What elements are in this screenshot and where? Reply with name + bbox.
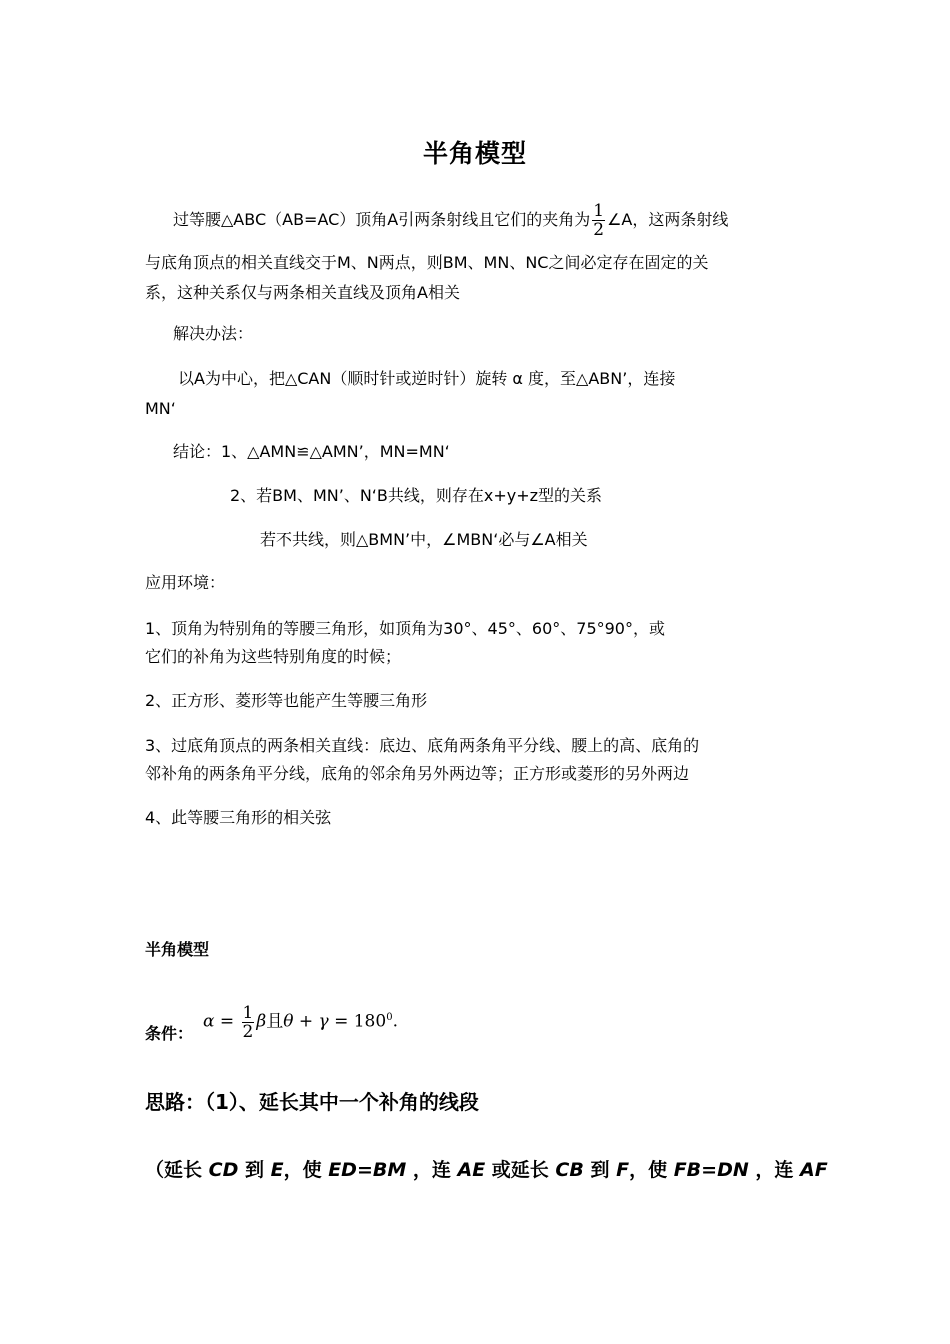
application-item-3b: 邻补角的两条角平分线，底角的邻余角另外两边等；正方形或菱形的另外两边 <box>145 764 690 783</box>
application-item-1a: 1、顶角为特别角的等腰三角形，如顶角为30°、45°、60°、75°90°，或 <box>145 619 665 638</box>
section-heading: 半角模型 <box>145 940 210 959</box>
conclusion-2: 2、若BM、MN’、N‘B共线，则存在x+y+z型的关系 <box>230 486 603 505</box>
conclusion-1: 结论：1、△AMN≌△AMN’，MN=MN‘ <box>173 442 450 461</box>
application-label: 应用环境： <box>145 573 226 592</box>
application-item-4: 4、此等腰三角形的相关弦 <box>145 808 332 827</box>
method-line-2: MN‘ <box>145 399 176 418</box>
intro-line-1 <box>173 202 728 239</box>
intro-line-2: 与底角顶点的相关直线交于M、N两点，则BM、MN、NC之间必定存在固定的关 <box>145 253 709 272</box>
application-item-1b: 它们的补角为这些特别角度的时候； <box>145 647 402 666</box>
condition-formula: α = $\frac{1}{2}$ β且$\theta + \gamma = 180^0$. <box>203 1002 398 1042</box>
application-item-3a: 3、过底角顶点的两条相关直线：底边、底角两条角平分线、腰上的高、底角的 <box>145 736 700 755</box>
conclusion-3: 若不共线，则△BMN’中，∠MBN‘必与∠A相关 <box>260 530 588 549</box>
application-item-2: 2、正方形、菱形等也能产生等腰三角形 <box>145 691 428 710</box>
extend-instruction: （延长 CD 到 E，使 ED=BM ，连 AE 或延长 CB 到 F，使 FB=DN ，连 AF <box>145 1159 828 1181</box>
page-title: 半角模型 <box>422 139 527 168</box>
intro-text-b: ∠A，这两条射线 <box>607 210 729 229</box>
idea-heading: 思路：（1）、延长其中一个补角的线段 <box>145 1090 479 1114</box>
intro-text-a: 过等腰△ABC（AB=AC）顶角A引两条射线且它们的夹角为 <box>173 210 591 229</box>
condition-label: 条件： <box>145 1024 194 1043</box>
formula-one-half-fraction: $\frac{1}{2}$ <box>242 1002 254 1042</box>
method-label: 解决办法： <box>173 324 254 343</box>
intro-line-3: 系，这种关系仅与两条相关直线及顶角A相关 <box>145 283 460 302</box>
one-half-fraction: $\frac{1}{2}$ <box>593 201 605 240</box>
method-line-1: 以A为中心，把△CAN（顺时针或逆时针）旋转 α 度，至△ABN’，连接 <box>178 369 676 388</box>
